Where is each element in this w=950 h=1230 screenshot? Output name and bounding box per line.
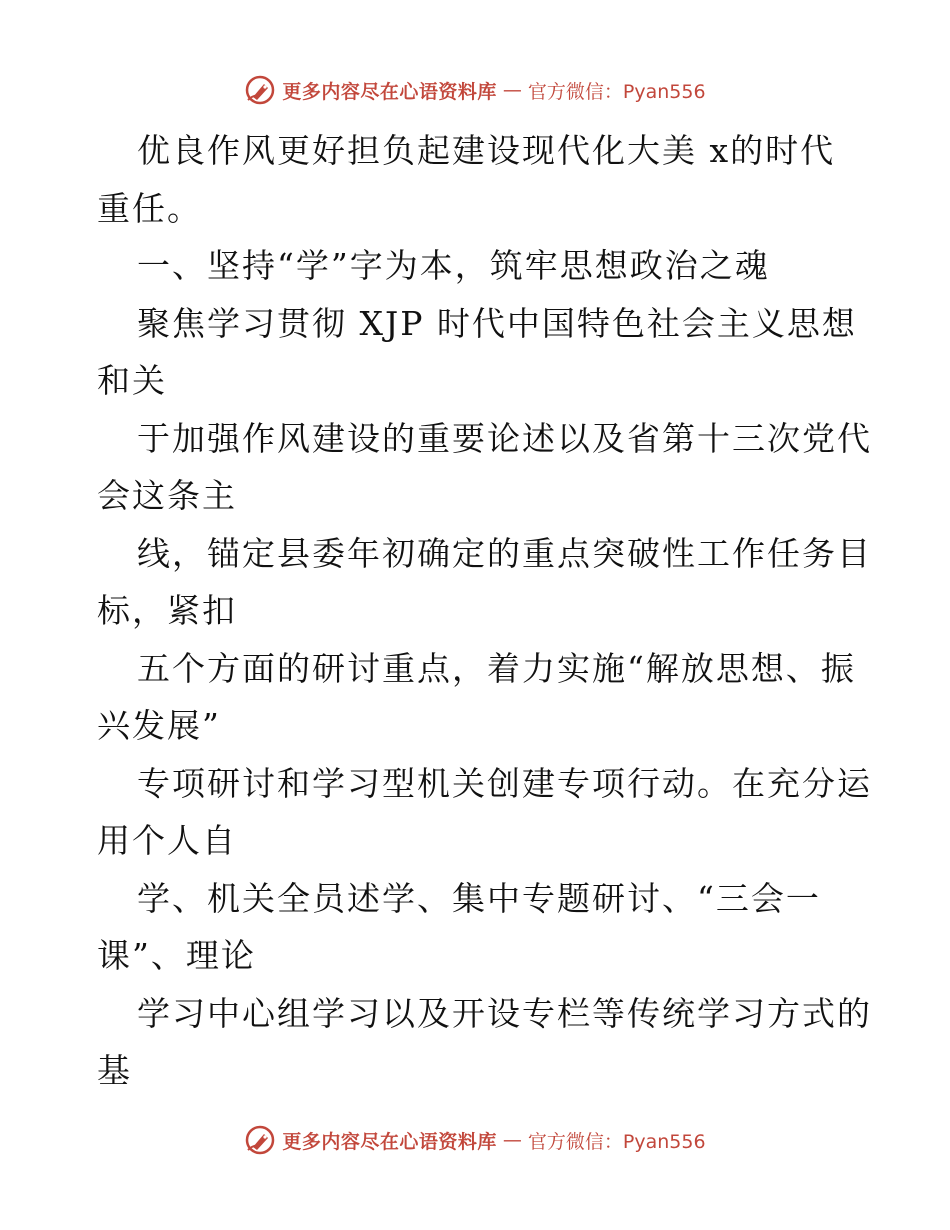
text-line: 重任。 [97, 188, 202, 228]
text-line: 和关 [97, 361, 167, 400]
banner-brand-text: 更多内容尽在心语资料库 [282, 1130, 497, 1153]
footer-banner [0, 1120, 950, 1160]
text-line: 优良作风更好担负起建设现代化大美 x的时代 [137, 131, 836, 170]
text-line: 标，紧扣 [97, 591, 237, 630]
text-line: 会这条主 [97, 476, 237, 515]
text-line: 于加强作风建设的重要论述以及省第十三次党代 [137, 418, 872, 458]
banner-dash: — [502, 1129, 522, 1151]
banner-contact-text: 官方微信：Pyan556 [527, 1130, 706, 1153]
section-heading: 一、坚持“学”字为本，筑牢思想政治之魂 [137, 246, 770, 285]
header-banner [0, 70, 950, 110]
text-line: 课”、理论 [97, 936, 256, 975]
banner-dash: — [502, 79, 522, 101]
text-line: 基 [97, 1051, 132, 1090]
document-body [97, 122, 872, 1100]
text-line: 学习中心组学习以及开设专栏等传统学习方式的 [137, 993, 872, 1033]
text-line: 五个方面的研讨重点，着力实施“解放思想、振 [137, 648, 856, 688]
text-line: 用个人自 [97, 821, 237, 860]
text-line: 线，锚定县委年初确定的重点突破性工作任务目 [137, 533, 872, 573]
banner-contact-text: 官方微信：Pyan556 [527, 80, 706, 103]
text-line: 学、机关全员述学、集中专题研讨、“三会一 [137, 878, 821, 918]
text-line: 聚焦学习贯彻 XJP 时代中国特色社会主义思想 [137, 303, 857, 343]
pen-nib-logo-icon [244, 1124, 276, 1156]
text-line: 兴发展” [97, 706, 221, 745]
text-line: 专项研讨和学习型机关创建专项行动。在充分运 [137, 763, 872, 803]
pen-nib-logo-icon [244, 74, 276, 106]
banner-brand-text: 更多内容尽在心语资料库 [282, 80, 497, 103]
